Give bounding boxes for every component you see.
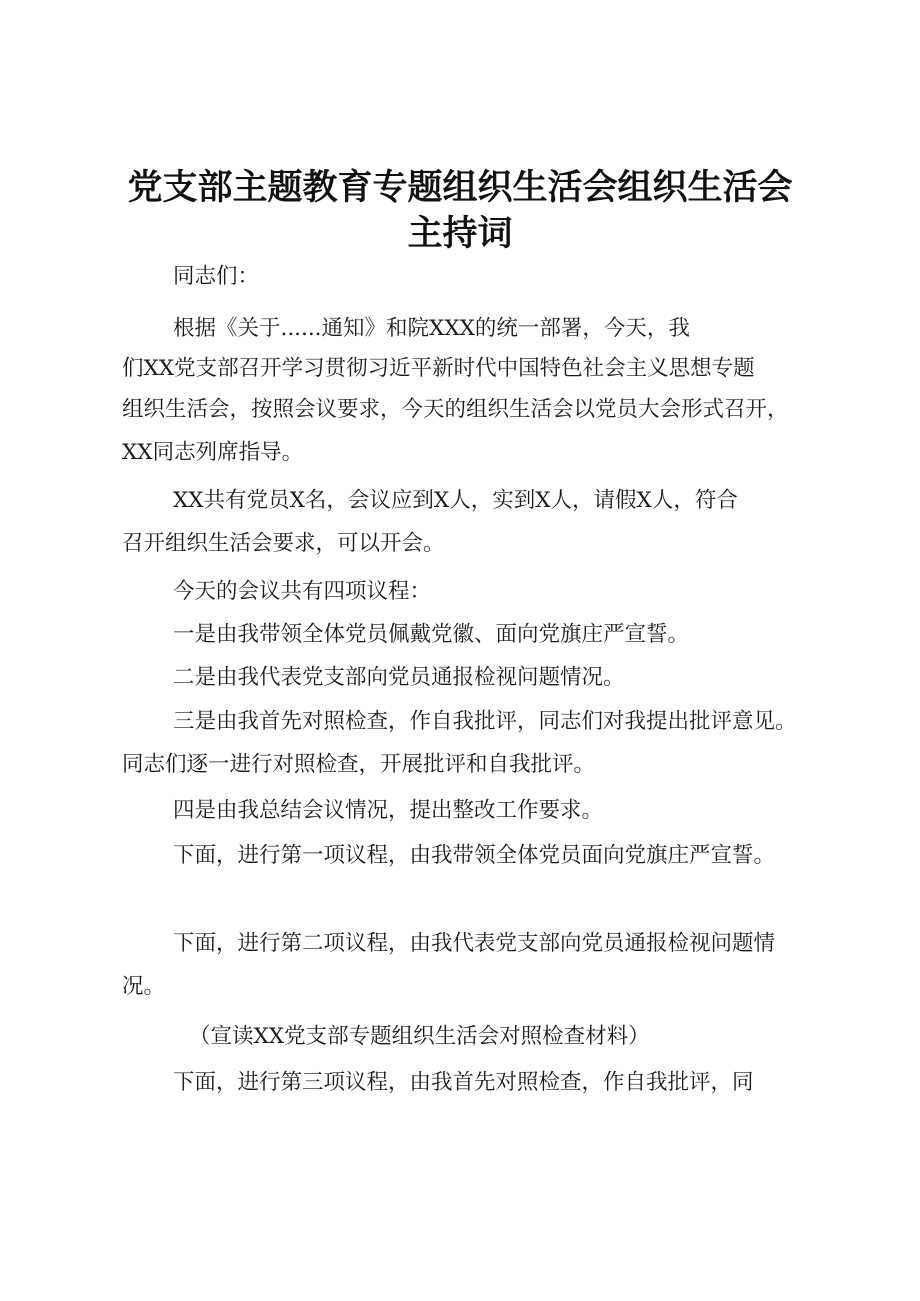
- paragraph-line: 们XX党支部召开学习贯彻习近平新时代中国特色社会主义思想专题: [122, 356, 755, 381]
- agenda-item-1: 一是由我带领全体党员佩戴党徽、面向党旗庄严宣誓。: [173, 622, 690, 647]
- paragraph-line: 召开组织生活会要求，可以开会。: [122, 531, 445, 556]
- paragraph-line: 下面，进行第三项议程，由我首先对照检查，作自我批评，同: [173, 1070, 754, 1095]
- document-title-line-1: 党支部主题教育专题组织生活会组织生活会: [127, 168, 793, 208]
- paragraph-line: 况。: [122, 974, 166, 999]
- paragraph-line: 下面，进行第二项议程，由我代表党支部向党员通报检视问题情: [173, 931, 776, 956]
- paragraph-line: 组织生活会，按照会议要求，今天的组织生活会以党员大会形式召开，: [122, 397, 789, 422]
- agenda-item-3-continued: 同志们逐一进行对照检查，开展批评和自我批评。: [122, 752, 596, 777]
- agenda-item-2: 二是由我代表党支部向党员通报检视问题情况。: [173, 665, 625, 690]
- agenda-item-3: 三是由我首先对照检查，作自我批评，同志们对我提出批评意见。: [173, 709, 797, 734]
- paragraph-line: 根据《关于......通知》和院XXX的统一部署，今天，我: [173, 316, 690, 341]
- agenda-intro: 今天的会议共有四项议程：: [173, 579, 432, 604]
- paragraph-line: XX同志列席指导。: [122, 440, 304, 465]
- document-title-line-2: 主持词: [407, 214, 513, 254]
- agenda-item-4: 四是由我总结会议情况，提出整改工作要求。: [173, 798, 604, 823]
- reading-note: （宣读XX党支部专题组织生活会对照检查材料）: [189, 1024, 650, 1049]
- paragraph-line: XX共有党员X名，会议应到X人，实到X人，请假X人，符合: [173, 488, 738, 513]
- salutation: 同志们：: [173, 264, 260, 289]
- paragraph-line: 下面，进行第一项议程，由我带领全体党员面向党旗庄严宣誓。: [173, 843, 776, 868]
